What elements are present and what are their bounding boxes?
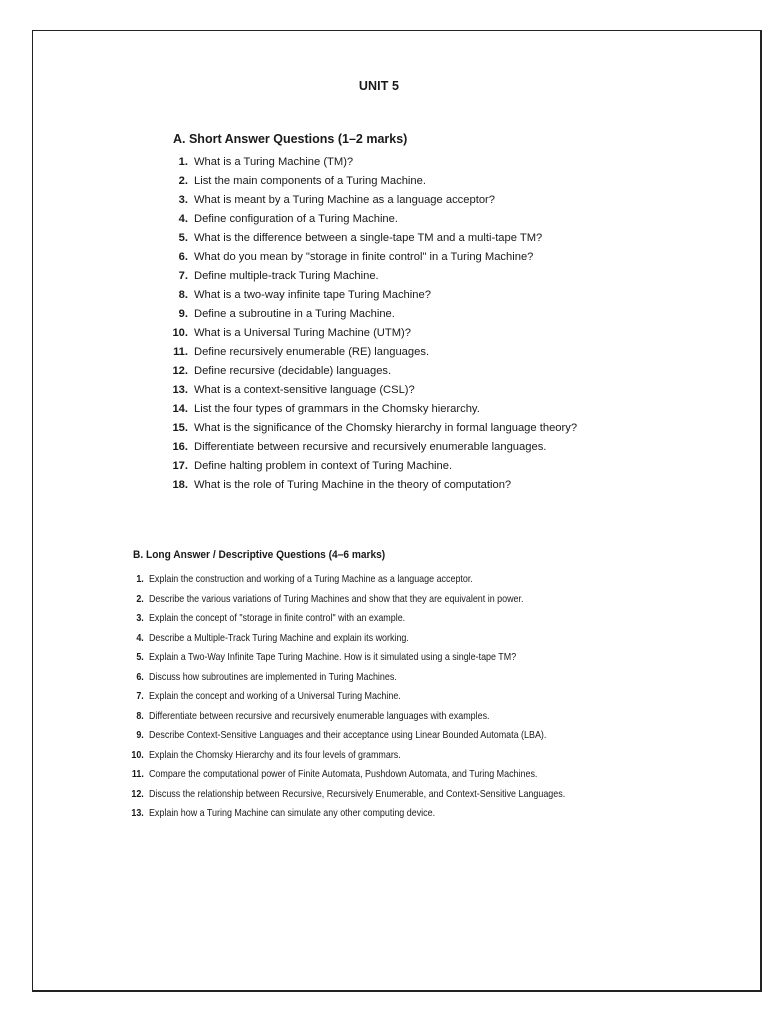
question-text: Define recursive (decidable) languages. — [194, 365, 392, 377]
question-number: 9. — [136, 730, 144, 741]
question-text: Define halting problem in context of Turing Machine. — [194, 460, 453, 472]
question-number: 12. — [172, 365, 188, 377]
question-number: 10. — [131, 749, 144, 761]
question-item — [160, 286, 577, 305]
question-text: List the four types of grammars in the Chomsky hierarchy. — [194, 403, 480, 415]
question-item — [118, 570, 565, 590]
question-text: List the main components of a Turing Machine. — [194, 175, 426, 187]
question-number: 8. — [178, 289, 188, 301]
section-b-heading: B. Long Answer / Descriptive Questions (4–6 marks) — [133, 549, 386, 561]
question-text: Compare the computational power of Finite Automata, Pushdown Automata, and Turing Machines. — [148, 769, 538, 780]
question-text: What is meant by a Turing Machine as a language acceptor? — [194, 194, 495, 206]
question-text: Explain the construction and working of a Turing Machine as a language acceptor. — [148, 574, 473, 585]
question-text: Describe the various variations of Turing Machines and show that they are equivalent in power. — [148, 593, 524, 605]
question-number: 13. — [131, 808, 144, 819]
question-text: What is a Universal Turing Machine (UTM)? — [194, 327, 411, 339]
question-text: What is a context-sensitive language (CSL)? — [194, 384, 415, 396]
question-item — [118, 668, 565, 688]
question-item — [118, 765, 565, 785]
question-number: 3. — [136, 613, 144, 624]
question-item — [160, 172, 577, 191]
question-number: 10. — [172, 327, 188, 339]
question-item — [160, 362, 577, 381]
question-number: 17. — [172, 460, 188, 472]
section-a-heading: A. Short Answer Questions (1–2 marks) — [173, 132, 408, 146]
question-item — [160, 381, 577, 400]
question-item — [118, 590, 565, 610]
question-text: Define a subroutine in a Turing Machine. — [194, 308, 395, 320]
question-number: 13. — [172, 384, 188, 396]
question-number: 7. — [178, 270, 188, 282]
question-text: What is the difference between a single-tape TM and a multi-tape TM? — [194, 232, 543, 244]
question-item — [160, 457, 577, 476]
question-number: 16. — [172, 441, 188, 453]
question-number: 2. — [136, 593, 144, 605]
question-number: 12. — [131, 788, 144, 800]
question-number: 14. — [172, 403, 188, 415]
question-text: Describe Context-Sensitive Languages and their acceptance using Linear Bounded Automata (LBA). — [148, 730, 547, 741]
question-number: 1. — [178, 156, 188, 168]
question-item — [160, 305, 577, 324]
question-item — [118, 629, 565, 649]
question-number: 5. — [178, 232, 188, 244]
question-text: Explain how a Turing Machine can simulate any other computing device. — [148, 808, 436, 819]
question-item — [160, 210, 577, 229]
question-number: 11. — [173, 346, 188, 358]
question-text: Explain the concept and working of a Universal Turing Machine. — [148, 691, 401, 702]
question-number: 4. — [178, 213, 188, 225]
question-number: 3. — [178, 194, 188, 206]
question-number: 5. — [136, 652, 144, 663]
question-item — [118, 746, 565, 766]
long-answer-question-list — [118, 570, 565, 824]
question-item — [160, 324, 577, 343]
question-item — [160, 267, 577, 286]
question-item — [160, 229, 577, 248]
question-text: What is the role of Turing Machine in the theory of computation? — [194, 479, 512, 491]
document-title: UNIT 5 — [358, 79, 400, 93]
question-item — [118, 687, 565, 707]
question-text: Explain the Chomsky Hierarchy and its four levels of grammars. — [148, 749, 401, 761]
question-number: 18. — [172, 479, 188, 491]
question-text: Discuss how subroutines are implemented in Turing Machines. — [148, 671, 397, 683]
question-text: What is a two-way infinite tape Turing Machine? — [194, 289, 431, 301]
question-item — [118, 707, 565, 727]
question-item — [160, 438, 577, 457]
question-text: Define recursively enumerable (RE) languages. — [194, 346, 430, 358]
question-text: Explain the concept of "storage in finite control" with an example. — [148, 613, 406, 624]
question-item — [118, 726, 565, 746]
question-number: 2. — [178, 175, 188, 187]
question-number: 15. — [172, 422, 188, 434]
question-text: What do you mean by "storage in finite control" in a Turing Machine? — [194, 251, 534, 263]
question-text: What is a Turing Machine (TM)? — [194, 156, 354, 168]
short-answer-question-list — [160, 153, 577, 495]
question-item — [118, 804, 565, 824]
question-number: 1. — [136, 574, 144, 585]
question-item — [160, 153, 577, 172]
question-item — [118, 609, 565, 629]
question-item — [160, 400, 577, 419]
question-text: Define multiple-track Turing Machine. — [194, 270, 379, 282]
question-item — [118, 785, 565, 805]
question-item — [160, 248, 577, 267]
question-text: Differentiate between recursive and recursively enumerable languages. — [194, 441, 547, 453]
question-number: 11. — [131, 769, 144, 780]
question-item — [160, 191, 577, 210]
question-number: 4. — [136, 632, 144, 644]
question-item — [160, 419, 577, 438]
question-item — [118, 648, 565, 668]
question-text: Define configuration of a Turing Machine. — [194, 213, 398, 225]
question-number: 7. — [136, 691, 144, 702]
question-text: Discuss the relationship between Recursive, Recursively Enumerable, and Context-Sensitive Languages. — [148, 788, 566, 800]
question-item — [160, 343, 577, 362]
question-item — [160, 476, 577, 495]
question-number: 9. — [178, 308, 188, 320]
question-number: 8. — [136, 710, 144, 722]
question-text: What is the significance of the Chomsky hierarchy in formal language theory? — [194, 422, 578, 434]
question-text: Describe a Multiple-Track Turing Machine and explain its working. — [148, 632, 409, 644]
question-text: Differentiate between recursive and recursively enumerable languages with examples. — [148, 710, 490, 722]
question-text: Explain a Two-Way Infinite Tape Turing Machine. How is it simulated using a single-tape TM? — [148, 652, 517, 663]
question-number: 6. — [136, 671, 144, 683]
question-number: 6. — [178, 251, 188, 263]
